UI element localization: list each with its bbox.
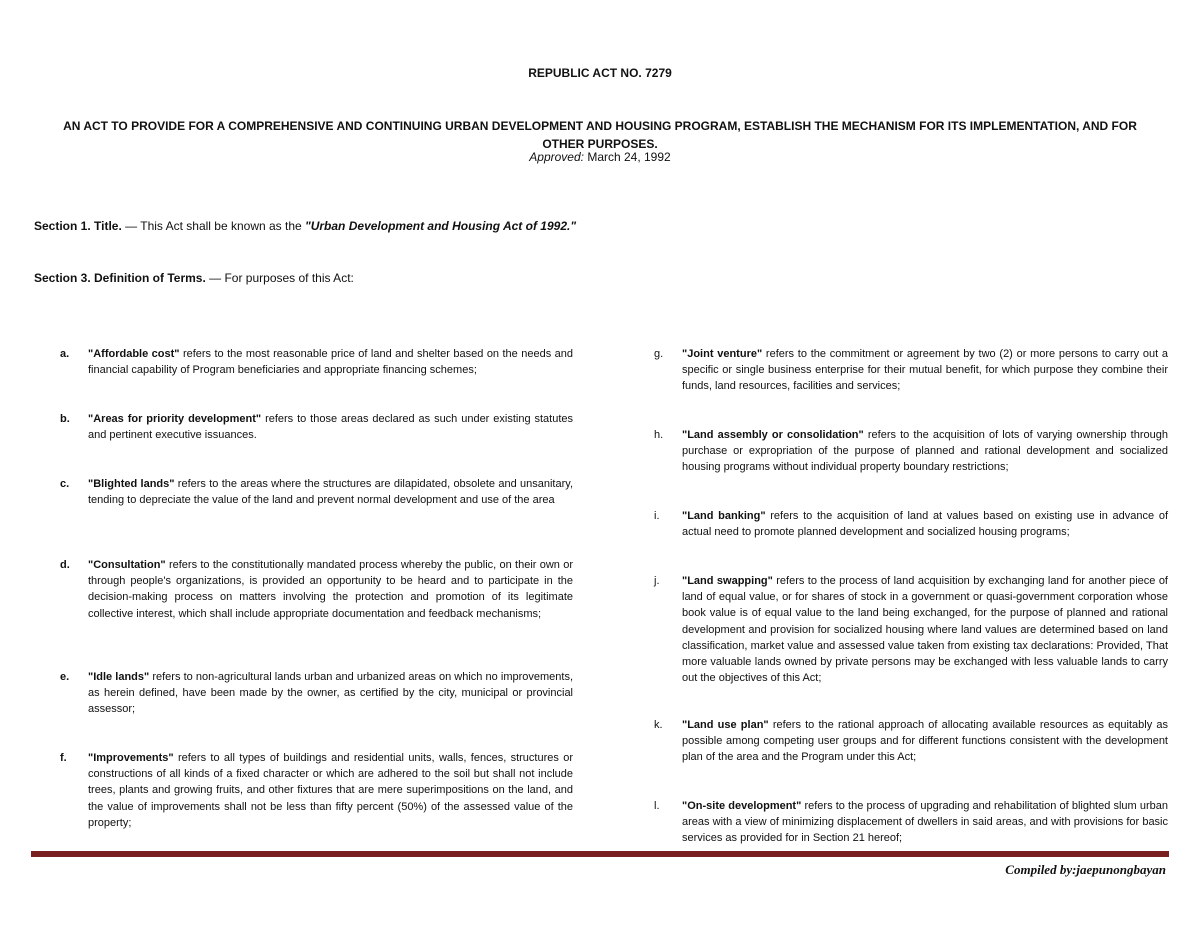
definition-letter: i. xyxy=(654,510,660,522)
definition-body: refers to the areas where the structures are dilapidated, obsolete and unsanitary, tending to depreciate the value of the land and prevent normal development and use of the area xyxy=(88,478,573,507)
definition-term: "Consultation" xyxy=(88,559,166,571)
definition-term: "Land swapping" xyxy=(682,575,773,587)
section-1 xyxy=(34,219,576,233)
definition-term: "Land use plan" xyxy=(682,719,769,731)
definition-text xyxy=(682,798,1168,847)
section-3 xyxy=(34,271,354,285)
definition-text xyxy=(682,717,1168,766)
definition-body: refers to the most reasonable price of land and shelter based on the needs and financial capability of Program beneficiaries and appropriate financing schemes; xyxy=(88,348,573,377)
definition-term: "Joint venture" xyxy=(682,348,763,360)
definition-letter: c. xyxy=(60,478,70,490)
footer-credit: Compiled by:jaepunongbayan xyxy=(1005,862,1166,877)
definition-term: "Blighted lands" xyxy=(88,478,175,490)
definition-term: "Idle lands" xyxy=(88,671,150,683)
approval-line xyxy=(0,150,1200,164)
definition-term: "Affordable cost" xyxy=(88,348,180,360)
definition-term: "Improvements" xyxy=(88,752,174,764)
definition-letter: l. xyxy=(654,800,660,812)
section-3-heading: Section 3. Definition of Terms. xyxy=(34,271,206,285)
definition-term: "Areas for priority development" xyxy=(88,413,262,425)
section-3-text: — For purposes of this Act: xyxy=(205,271,354,285)
definition-letter: h. xyxy=(654,429,664,441)
definition-letter: d. xyxy=(60,559,70,571)
definition-body: refers to those areas declared as such under existing statutes and pertinent executive issuances. xyxy=(88,413,573,442)
definition-text xyxy=(682,508,1168,540)
definition-letter: g. xyxy=(654,348,664,360)
footer-divider xyxy=(31,851,1169,857)
definition-term: "On-site development" xyxy=(682,800,802,812)
definition-body: refers to the commitment or agreement by two (2) or more persons to carry out a specific or single business enterprise for their mutual benefit, for which purpose they combine their funds, land resources, facilities and services; xyxy=(682,348,1169,393)
approved-date: March 24, 1992 xyxy=(583,150,671,164)
act-number: REPUBLIC ACT NO. 7279 xyxy=(528,66,672,80)
definition-text xyxy=(88,476,573,508)
approved-label: Approved: xyxy=(529,150,584,164)
definition-body: refers to all types of buildings and residential units, walls, fences, structures or constructions of all kinds of a fixed character or which are adhered to the soil but shall not include trees, plants and growing fruits, and other fixtures that are mere superimpositions on the land, and the value of improvements shall not be less than fifty percent (50%) of the assessed value of the property; xyxy=(88,752,573,829)
definition-body: refers to non-agricultural lands urban and urbanized areas on which no improvements, as herein defined, have been made by the owner, as certified by the city, municipal or provincial assessor; xyxy=(88,671,574,716)
definition-term: "Land banking" xyxy=(682,510,766,522)
definition-body: refers to the acquisition of land at values based on existing use in advance of actual need to promote planned development and socialized housing programs; xyxy=(682,510,1169,539)
definition-term: "Land assembly or consolidation" xyxy=(682,429,864,441)
definition-text xyxy=(88,346,573,378)
definition-letter: k. xyxy=(654,719,663,731)
definition-text xyxy=(682,573,1168,686)
definition-text xyxy=(682,427,1168,476)
definition-body: refers to the acquisition of lots of varying ownership through purchase or expropriation of the purpose of planned and rational development and socialized housing programs without individual property boundary restrictions; xyxy=(682,429,1168,474)
definition-letter: e. xyxy=(60,671,70,683)
definition-text xyxy=(682,346,1168,395)
definition-body: refers to the process of upgrading and rehabilitation of blighted slum urban areas with a view of minimizing displacement of dwellers in said areas, and with provisions for basic services as provided for in Section 21 hereof; xyxy=(682,800,1168,845)
definition-body: refers to the constitutionally mandated process whereby the public, on their own or through people's organizations, is provided an opportunity to be heard and to participate in the decision-making process on matters involving the protection and promotion of its legitimate collective interest, which shall include appropriate documentation and feedback mechanisms; xyxy=(88,559,573,620)
definition-text xyxy=(88,411,573,443)
definition-letter: a. xyxy=(60,348,70,360)
definition-text xyxy=(88,750,573,831)
definition-letter: j. xyxy=(654,575,660,587)
definition-text xyxy=(88,669,573,718)
definition-letter: f. xyxy=(60,752,67,764)
definition-body: refers to the rational approach of allocating available resources as equitably as possible among competing user groups and for different functions consistent with the development plan of the area and the Program under this Act; xyxy=(682,719,1168,764)
section-1-act-name: "Urban Development and Housing Act of 1992." xyxy=(305,219,577,233)
section-1-heading: Section 1. Title. xyxy=(34,219,122,233)
definition-body: refers to the process of land acquisition by exchanging land for another piece of land of equal value, or for shares of stock in a government or quasi-government corporation whose book value is of equal value to the land being exchanged, for the purpose of planned and rational development and provision for socialized housing where land values are determined based on land classification, market value and assessed value taken from existing tax declarations: Provided, That more valuable lands owned by private persons may be exchanged with less valuable lands to carry out the objectives of this Act; xyxy=(682,575,1168,685)
section-1-text: — This Act shall be known as the xyxy=(121,219,306,233)
definition-text xyxy=(88,557,573,622)
definition-letter: b. xyxy=(60,413,70,425)
act-title: AN ACT TO PROVIDE FOR A COMPREHENSIVE AND CONTINUING URBAN DEVELOPMENT AND HOUSING PROGRAM, ESTABLISH THE MECHANISM FOR ITS IMPLEMENTATION, AND FOR OTHER PURPOSES. xyxy=(63,119,1137,151)
